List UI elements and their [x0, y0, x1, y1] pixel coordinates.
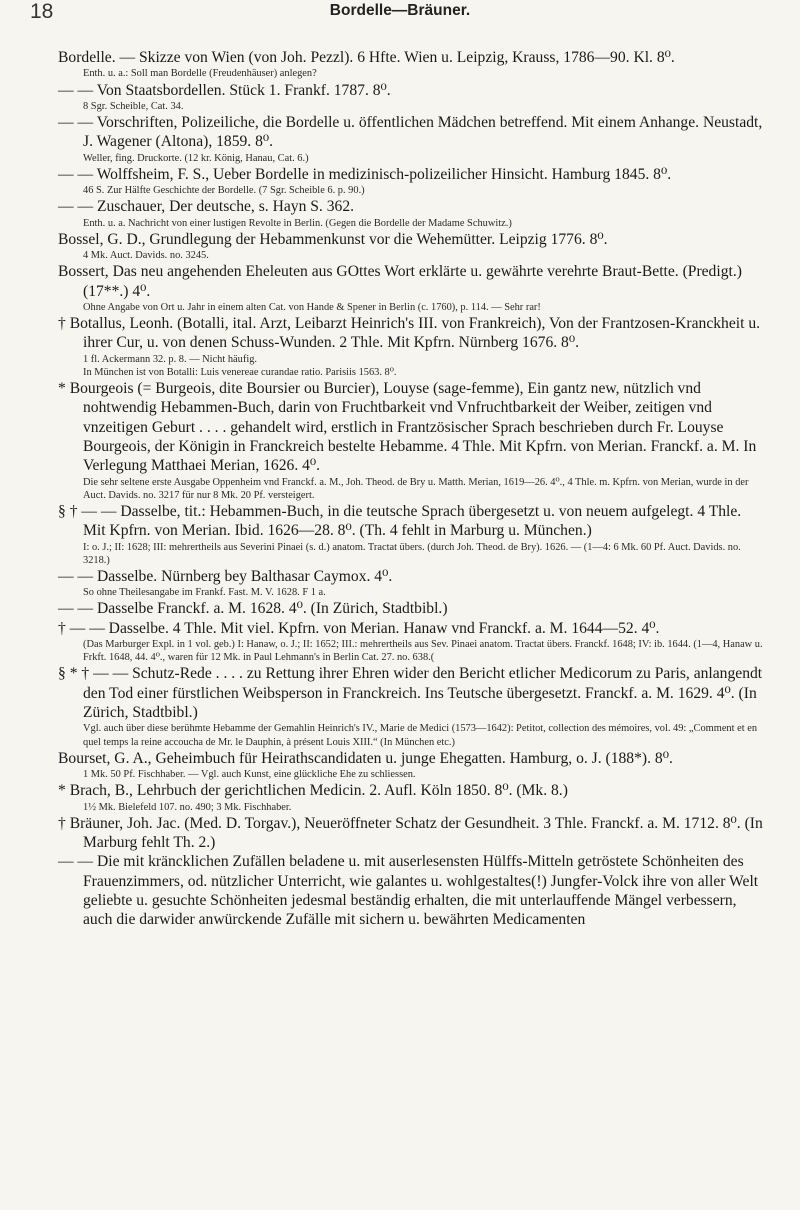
entry-main-text: * Brach, B., Lehrbuch der gerichtlichen Medicin. 2. Aufl. Köln 1850. 8⁰. (Mk. 8.) [58, 782, 568, 800]
page-header [0, 0, 800, 40]
bibliography-entry [58, 81, 763, 114]
bibliography-entry [58, 567, 763, 600]
bibliography-entry [58, 165, 763, 198]
entry-main-text: § † — — Dasselbe, tit.: Hebammen-Buch, in die teutsche Sprach übergesetzt u. von neuem aufgelegt. 4 Thle. Mit Kpfrn. von Merian. Ibid. 1626—28. 8⁰. (Th. 4 fehlt in Marburg u. München.) [58, 502, 742, 540]
entry-note: Vgl. auch über diese berühmte Hebamme der Gemahlin Heinrich's IV., Marie de Medici (1573—1642): Petitot, collection des mémoires, vol. 49: „Comment et en quel temps la reine accoucha de Mr. le Dauphin, à présent Louis XIII.“ (In München etc.) [83, 723, 758, 748]
bibliography-entry [58, 814, 763, 853]
bibliography-entry [58, 781, 763, 814]
entry-note: 1 fl. Ackermann 32. p. 8. — Nicht häufig. [83, 353, 258, 365]
bibliography-entry [58, 619, 763, 665]
entry-note: Weller, fing. Druckorte. (12 kr. König, Hanau, Cat. 6.) [83, 152, 309, 164]
bibliography-entry [58, 230, 763, 263]
entry-main-text: Bossert, Das neu angehenden Eheleuten aus GOttes Wort erklärte u. gewährte verehrte Braut-Bette. (Predigt.) (17**.) 4⁰. [58, 263, 742, 300]
entry-main-text: † — — Dasselbe. 4 Thle. Mit viel. Kpfrn. von Merian. Hanaw vnd Franckf. a. M. 1644—52. 4⁰. [58, 619, 660, 637]
entry-main-text: Bossel, G. D., Grundlegung der Hebammenkunst vor die Wehemütter. Leipzig 1776. 8⁰. [58, 230, 608, 248]
entry-main-text: — — Von Staatsbordellen. Stück 1. Frankf. 1787. 8⁰. [58, 81, 391, 99]
bibliography-entry [58, 48, 763, 81]
entry-main-text: — — Wolffsheim, F. S., Ueber Bordelle in medizinisch-polizeilicher Hinsicht. Hamburg 1845. 8⁰. [58, 165, 672, 183]
bibliography-entry [58, 262, 763, 314]
entry-note: Enth. u. a. Nachricht von einer lustigen Revolte in Berlin. (Gegen die Bordelle der Madame Schuwitz.) [83, 217, 512, 229]
bibliography-entry [58, 502, 763, 567]
bibliography-entry [58, 664, 763, 748]
entry-note: Ohne Angabe von Ort u. Jahr in einem alten Cat. von Hande & Spener in Berlin (c. 1760), p. 114. — Sehr rar! [83, 301, 541, 313]
entry-note: Die sehr seltene erste Ausgabe Oppenheim vnd Franckf. a. M., Joh. Theod. de Bry u. Matth. Merian, 1619—26. 4⁰., 4 Thle. m. Kpfrn. von Merian, wurde in der Auct. Davids. no. 3217 für nur 8 Mk. 20 Pf. versteigert. [83, 476, 749, 501]
running-head: Bordelle—Bräuner. [329, 2, 471, 19]
entry-note: 1 Mk. 50 Pf. Fischhaber. — Vgl. auch Kunst, eine glückliche Ehe zu schliessen. [83, 769, 416, 781]
entry-note: I: o. J.; II: 1628; III: mehrertheils aus Severini Pinaei (s. d.) anatom. Tractat übers. (durch Joh. Theod. de Bry). 1626. — (1—4: 6 Mk. 60 Pf. Auct. Davids. no. 3218.) [83, 541, 741, 566]
bibliography-entries [58, 48, 763, 930]
entry-main-text: — — Die mit kräncklichen Zufällen beladene u. mit auserlesensten Hülffs-Mitteln getröstete Schönheiten des Frauenzimmers, od. nützlicher Unterricht, wie galantes u. wohlgestaltes(!) Jungfer-Volck ihre von aller Welt geliebte u. gesuchte Schönheiten jedesmal beständig erhalten, die mit unterlauffende Mängel verbessern, auch die darwider anwürckende Zufälle mit sichern u. bewährten Medicamenten [58, 853, 759, 929]
entry-main-text: Bordelle. — Skizze von Wien (von Joh. Pezzl). 6 Hfte. Wien u. Leipzig, Krauss, 1786—90. Kl. 8⁰. [58, 49, 675, 66]
entry-note: 1½ Mk. Bielefeld 107. no. 490; 3 Mk. Fischhaber. [83, 801, 292, 813]
entry-main-text: § * † — — Schutz-Rede . . . . zu Rettung ihrer Ehren wider den Bericht etlicher Medicorum zu Paris, anlangendt den Tod einer fürstlichen Weibsperson in Franckreich. Ins Teutsche übergesetzt. Franckf. a. M. 1629. 4⁰. (In Zürich, Stadtbibl.) [58, 665, 763, 722]
entry-note: (Das Marburger Expl. in 1 vol. geb.) I: Hanaw, o. J.; II: 1652; III.: mehrertheils aus Sev. Pinaei anatom. Tractat übers. Franckf. 1648; IV: ib. 1644. (1—4, Hanaw u. Frkft. 1648, 44. 4⁰., waren für 12 Mk. in Paul Lehmann's in Berlin Cat. 27. no. 638.( [83, 639, 763, 664]
entry-note: 46 S. Zur Hälfte Geschichte der Bordelle. (7 Sgr. Scheible 6. p. 90.) [83, 185, 365, 197]
entry-main-text: — — Dasselbe. Nürnberg bey Balthasar Caymox. 4⁰. [58, 567, 393, 585]
bibliography-entry [58, 197, 763, 230]
bibliography-entry [58, 599, 763, 618]
entry-note: 4 Mk. Auct. Davids. no. 3245. [83, 250, 209, 262]
entry-main-text: — — Vorschriften, Polizeiliche, die Bordelle u. öffentlichen Mädchen betreffend. Mit einem Anhange. Neustadt, J. Wagener (Altona), 1859. 8⁰. [58, 114, 763, 151]
bibliography-entry [58, 113, 763, 165]
bibliography-entry [58, 314, 763, 379]
bibliography-entry [58, 749, 763, 782]
entry-note: 8 Sgr. Scheible, Cat. 34. [83, 100, 184, 112]
entry-main-text: * Bourgeois (= Burgeois, dite Boursier ou Burcier), Louyse (sage-femme), Ein gantz new, nützlich vnd nohtwendig Hebammen-Buch, darin von Fruchtbarkeit vnd Vnfruchtbarkeit der Weiber, zeitigen vnd vnzeitigen Geburt . . . . gehandelt wird, erstlich in Frantzösischer Sprach beschrieben durch Fr. Louyse Bourgeois, der Königin in Franckreich bestelte Hebamme. 4 Thle. Mit Kpfrn. von Merian. Franckf. a. M. In Verlegung Matthaei Merian, 1626. 4⁰. [58, 380, 757, 475]
entry-main-text: † Botallus, Leonh. (Botalli, ital. Arzt, Leibarzt Heinrich's III. von Frankreich), Von der Frantzosen-Kranckheit u. ihrer Cur, u. von denen Schuss-Wunden. 2 Thle. Mit Kpfrn. Nürnberg 1676. 8⁰. [58, 315, 761, 352]
entry-main-text: † Bräuner, Joh. Jac. (Med. D. Torgav.), Neueröffneter Schatz der Gesundheit. 3 Thle. Franckf. a. M. 1712. 8⁰. (In Marburg fehlt Th. 2.) [58, 814, 763, 852]
entry-main-text: Bourset, G. A., Geheimbuch für Heirathscandidaten u. junge Ehegatten. Hamburg, o. J. (188*). 8⁰. [58, 749, 673, 767]
bibliography-entry [58, 379, 763, 502]
entry-note: Enth. u. a.: Soll man Bordelle (Freudenhäuser) anlegen? [83, 68, 317, 80]
entry-note: In München ist von Botalli: Luis venereae curandae ratio. Parisiis 1563. 8⁰. [83, 366, 397, 378]
bibliography-entry [58, 852, 763, 929]
entry-main-text: — — Zuschauer, Der deutsche, s. Hayn S. 362. [58, 198, 355, 216]
entry-note: So ohne Theilesangabe im Frankf. Fast. M. V. 1628. F 1 a. [83, 587, 326, 599]
entry-main-text: — — Dasselbe Franckf. a. M. 1628. 4⁰. (In Zürich, Stadtbibl.) [58, 600, 448, 618]
page-number: 18 [30, 0, 54, 23]
